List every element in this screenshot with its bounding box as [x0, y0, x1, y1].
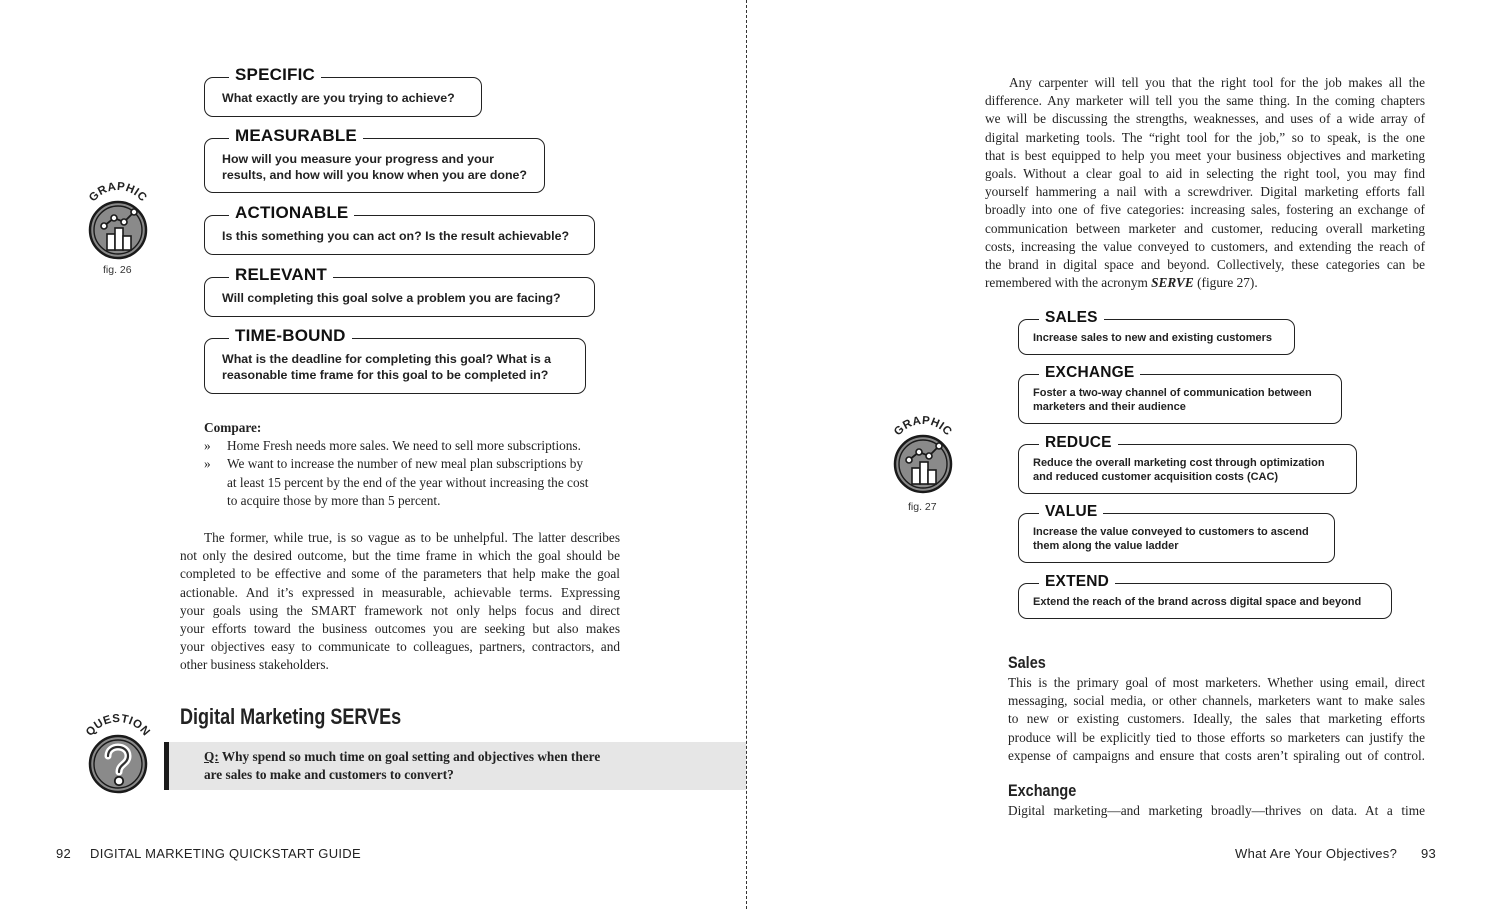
intro-paragraph: Any carpenter will tell you that the right tool for the job makes all the difference. Any marketer will tell you the same thing. In the coming chapters we will be discussing the strengths, weaknesses, and uses of a wide array of digital marketing tools. The “right tool for the job,” so to speak, is the one that is best equipped to help you meet your business objectives and marketing goals. Without a clear goal to aid in selecting the right tool, you may find yourself hammering a nail with a screwdriver. Digital marketing efforts fall broadly into one of five categories: increasing sales, fostering an exchange of communication between marketer and customer, reducing overall marketing costs, increasing the value conveyed to customers, and extending the reach of the brand in digital space and beyond. Collectively, these categories can be remembered with the acronym SERVE (figure 27). [985, 75, 1425, 291]
smart-desc: What exactly are you trying to achieve? [222, 91, 455, 105]
serve-desc: Reduce the overall marketing cost through optimization and reduced customer acquisition costs (CAC) [1033, 457, 1325, 483]
serve-acronym: SERVE [1151, 275, 1194, 291]
compare-label: Compare: [204, 420, 262, 435]
fig-26-label: fig. 26 [103, 264, 132, 276]
smart-desc: Is this something you can act on? Is the result achievable? [222, 229, 570, 243]
serve-title: SALES [1039, 308, 1104, 328]
exchange-heading: Exchange [1008, 781, 1077, 800]
question-text: Q: Why spend so much time on goal setting and objectives when there are sales to make and customers to convert? [204, 749, 601, 782]
serve-desc: Foster a two-way channel of communication between marketers and their audience [1033, 387, 1312, 413]
graphic-badge [80, 182, 156, 266]
footer-chapter-title: What Are Your Objectives? [1235, 846, 1398, 861]
smart-title: MEASURABLE [229, 126, 363, 146]
question-mark-icon [80, 714, 156, 798]
graphic-chart-icon [885, 416, 961, 500]
graphic-label: GRAPHIC [892, 416, 954, 439]
page-fold-divider [746, 0, 747, 909]
serve-desc: Extend the reach of the brand across digital space and beyond [1033, 596, 1362, 608]
sales-heading: Sales [1008, 653, 1046, 672]
compare-item: » We want to increase the number of new meal plan subscriptions by at least 15 percent by the end of the year without increasing the cost to acquire those by more than 5 percent. [204, 456, 589, 508]
serve-desc: Increase the value conveyed to customers to ascend them along the value ladder [1033, 526, 1309, 552]
serve-box-sales [1018, 309, 1295, 355]
smart-box-measurable [204, 126, 545, 193]
fig-27-label: fig. 27 [908, 501, 937, 513]
smart-title: RELEVANT [229, 265, 333, 285]
smart-desc: What is the deadline for completing this goal? What is a reasonable time frame for this goal to be completed in? [222, 352, 552, 382]
serve-box-extend [1018, 573, 1392, 619]
question-label: QUESTION [83, 714, 153, 739]
footer-page-number: 92 [56, 846, 72, 861]
smart-desc: How will you measure your progress and your results, and how will you know when you are done? [222, 152, 527, 182]
serve-title: REDUCE [1039, 433, 1118, 453]
footer-book-title: DIGITAL MARKETING QUICKSTART GUIDE [90, 846, 361, 861]
smart-paragraph: The former, while true, is so vague as to be unhelpful. The latter describes not only the desired outcome, but the time frame in which the goal should be completed to be effective and some of the parameters that help make the goal actionable. And it’s expressed in measurable, achievable terms. Expressing your goals using the SMART framework not only helps focus and direct your efforts toward the business outcomes you are seeking but also makes your objectives easy to communicate to colleagues, partners, contractors, and other business stakeholders. [180, 530, 620, 673]
smart-box-time-bound [204, 326, 586, 394]
sales-paragraph: This is the primary goal of most marketers. Whether using email, direct messaging, social media, or other channels, marketers want to make sales to new or existing customers. Ideally, the sales that marketing efforts produce will be explicitly tied to those efforts so marketers can justify the expense of campaigns and ensure that costs aren’t spiraling out of control. [1008, 675, 1425, 763]
smart-title: SPECIFIC [229, 65, 321, 85]
serve-box-reduce [1018, 434, 1357, 494]
serve-title: EXTEND [1039, 572, 1115, 592]
graphic-chart-icon [80, 182, 156, 266]
smart-box-actionable [204, 203, 595, 255]
graphic-badge [885, 416, 961, 500]
serve-desc: Increase sales to new and existing customers [1033, 332, 1273, 344]
serve-title: EXCHANGE [1039, 363, 1140, 383]
compare-item: » Home Fresh needs more sales. We need to sell more subscriptions. [204, 438, 581, 454]
exchange-paragraph: Digital marketing—and marketing broadly—thrives on data. At a time [1008, 803, 1425, 818]
section-heading: Digital Marketing SERVEs [180, 704, 402, 729]
question-box [164, 742, 746, 790]
smart-title: TIME-BOUND [229, 326, 352, 346]
smart-box-specific [204, 65, 482, 117]
compare-block [204, 419, 624, 510]
smart-desc: Will completing this goal solve a problem you are facing? [222, 291, 561, 305]
question-badge [80, 714, 156, 798]
serve-title: VALUE [1039, 502, 1103, 522]
footer-page-number: 93 [1421, 846, 1437, 861]
serve-box-value [1018, 503, 1335, 563]
graphic-label: GRAPHIC [87, 182, 149, 205]
smart-title: ACTIONABLE [229, 203, 354, 223]
smart-box-relevant [204, 265, 595, 317]
serve-box-exchange [1018, 364, 1342, 424]
